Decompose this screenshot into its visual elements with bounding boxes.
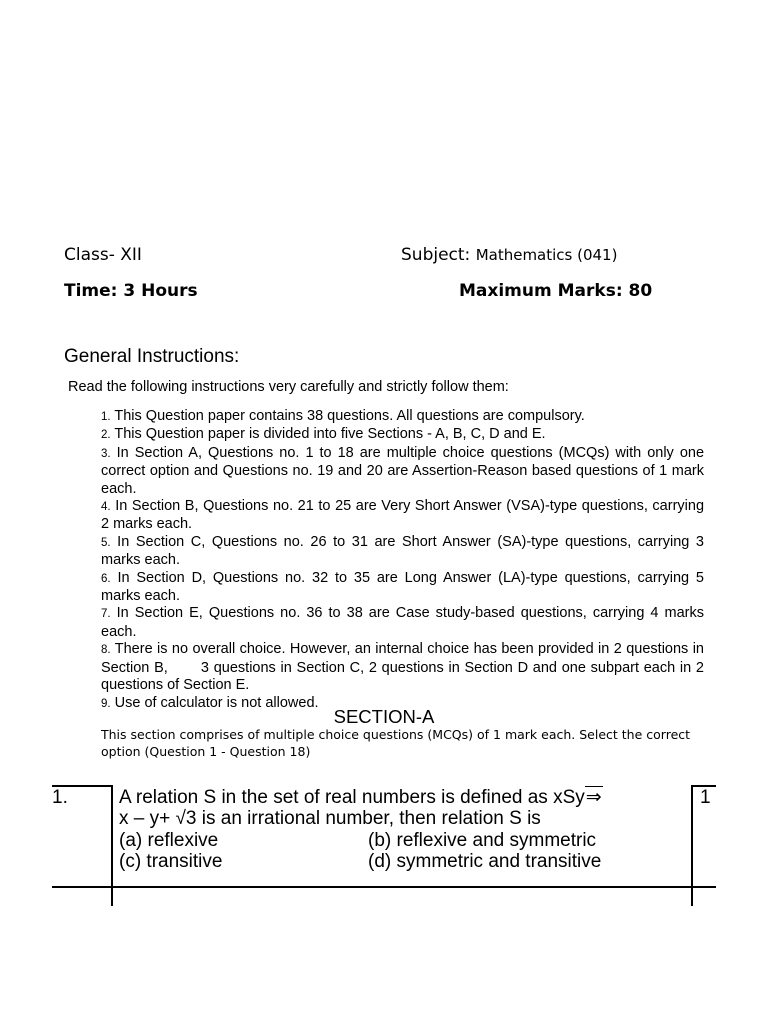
question-line-2: x – y+ √3 is an irrational number, then relation S is <box>119 808 541 829</box>
instruction-item: 2. This Question paper is divided into five Sections - A, B, C, D and E. <box>101 426 546 443</box>
option-c: (c) transitive <box>119 851 223 872</box>
instructions-title: General Instructions: <box>64 346 240 367</box>
option-d: (d) symmetric and transitive <box>368 851 602 872</box>
instruction-item: 5. In Section C, Questions no. 26 to 31 are Short Answer (SA)-type questions, carrying 3 marks each. <box>101 533 704 569</box>
question-line-1: A relation S in the set of real numbers is defined as xSy⇒ <box>119 787 602 808</box>
instruction-item: 1. This Question paper contains 38 questions. All questions are compulsory. <box>101 408 585 424</box>
instructions-list <box>101 408 709 713</box>
table-column-divider-right <box>691 785 693 906</box>
section-title: SECTION-A <box>333 706 435 727</box>
instruction-item: 3. In Section A, Questions no. 1 to 18 are multiple choice questions (MCQs) with only one correct option and Questions no. 19 and 20 are Assertion-Reason based questions of 1 mark each. <box>101 444 705 497</box>
subject-value: Mathematics (041) <box>475 246 618 264</box>
instruction-item: 8. There is no overall choice. However, an internal choice has been provided in 2 questions in Section B, 3 questions in Section C, 2 questions in Section D and one subpart each in 2 questions of Section E. <box>101 641 709 694</box>
table-row-rule <box>52 886 716 888</box>
instructions-lead: Read the following instructions very carefully and strictly follow them: <box>68 379 509 395</box>
class-label: Class- XII <box>64 245 142 265</box>
subject-label: Subject: <box>401 245 471 265</box>
table-column-divider-left <box>111 785 113 906</box>
instruction-item: 4. In Section B, Questions no. 21 to 25 are Very Short Answer (VSA)-type questions, carrying 2 marks each. <box>101 498 705 533</box>
instruction-item: 6. In Section D, Questions no. 32 to 35 are Long Answer (LA)-type questions, carrying 5 marks each. <box>101 569 705 605</box>
implies-icon: ⇒ <box>585 787 602 808</box>
instruction-item: 9. Use of calculator is not allowed. <box>101 694 319 711</box>
option-b: (b) reflexive and symmetric <box>368 830 597 851</box>
time-label: Time: 3 Hours <box>64 281 198 301</box>
max-marks-label: Maximum Marks: 80 <box>459 281 653 301</box>
question-marks: 1 <box>700 787 711 808</box>
option-a: (a) reflexive <box>119 830 219 851</box>
subject-heading <box>401 245 617 265</box>
instruction-item: 7. In Section E, Questions no. 36 to 38 are Case study-based questions, carrying 4 marks each. <box>101 605 704 640</box>
section-description: This section comprises of multiple choice questions (MCQs) of 1 mark each. Select the correct option (Question 1 - Question 18) <box>101 727 691 759</box>
question-number: 1. <box>52 787 68 808</box>
